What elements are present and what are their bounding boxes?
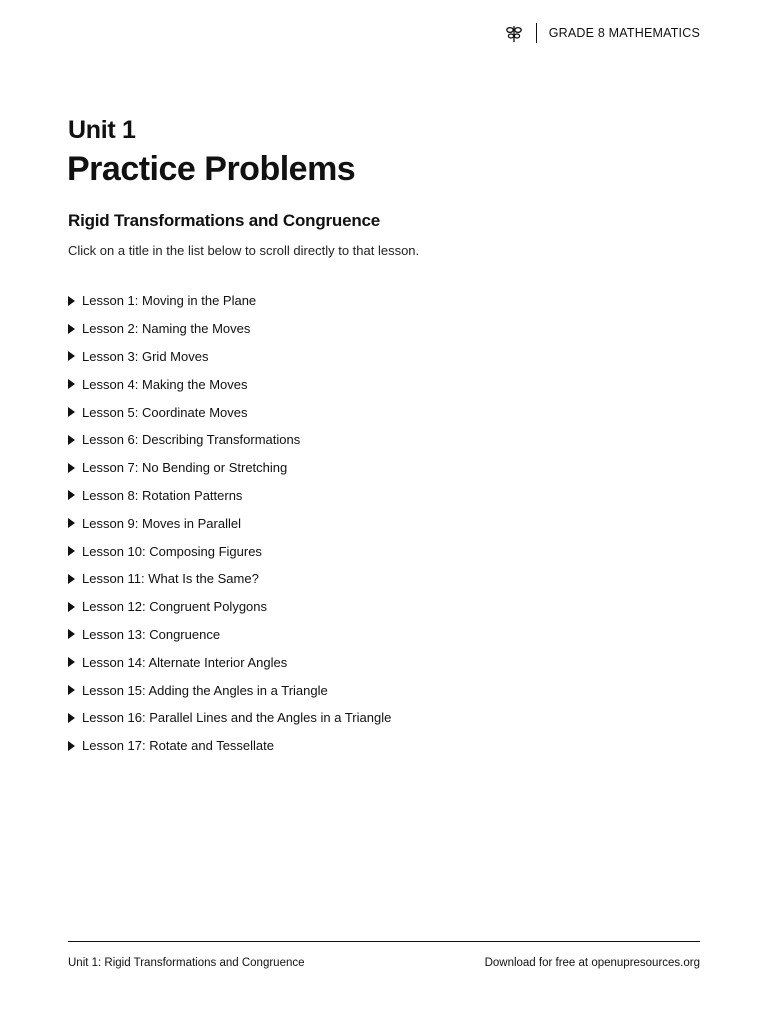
lesson-label: Lesson 8: Rotation Patterns [82,487,243,503]
lesson-link[interactable] [68,565,391,593]
lesson-link[interactable] [68,593,391,621]
lesson-link[interactable] [68,370,391,398]
triangle-right-icon [68,602,75,612]
page-title: Practice Problems [67,150,356,188]
triangle-right-icon [68,490,75,500]
open-up-resources-logo-icon [504,23,524,43]
lesson-link[interactable] [68,537,391,565]
triangle-right-icon [68,574,75,584]
lesson-link[interactable] [68,509,391,537]
triangle-right-icon [68,435,75,445]
triangle-right-icon [68,713,75,723]
triangle-right-icon [68,296,75,306]
triangle-right-icon [68,546,75,556]
lesson-link[interactable] [68,676,391,704]
instructions-text: Click on a title in the list below to scroll directly to that lesson. [68,243,420,258]
triangle-right-icon [68,685,75,695]
lesson-list [68,287,391,760]
triangle-right-icon [68,379,75,389]
lesson-label: Lesson 13: Congruence [82,626,221,642]
triangle-right-icon [68,629,75,639]
lesson-link[interactable] [68,454,391,482]
triangle-right-icon [68,741,75,751]
triangle-right-icon [68,407,75,417]
lesson-label: Lesson 1: Moving in the Plane [82,293,257,309]
lesson-label: Lesson 3: Grid Moves [82,348,209,364]
lesson-link[interactable] [68,287,391,315]
header-divider [536,23,537,43]
triangle-right-icon [68,463,75,473]
triangle-right-icon [68,518,75,528]
unit-name: Rigid Transformations and Congruence [68,211,381,230]
triangle-right-icon [68,324,75,334]
lesson-label: Lesson 12: Congruent Polygons [82,599,268,615]
lesson-link[interactable] [68,343,391,371]
lesson-label: Lesson 5: Coordinate Moves [82,404,248,420]
lesson-link[interactable] [68,648,391,676]
lesson-label: Lesson 16: Parallel Lines and the Angles in a Triangle [82,710,392,726]
lesson-label: Lesson 15: Adding the Angles in a Triangle [82,682,328,698]
lesson-label: Lesson 6: Describing Transformations [82,432,301,448]
lesson-label: Lesson 2: Naming the Moves [82,321,251,337]
lesson-link[interactable] [68,732,391,760]
header-title: GRADE 8 MATHEMATICS [548,26,700,40]
lesson-link[interactable] [68,704,391,732]
lesson-label: Lesson 11: What Is the Same? [82,571,259,587]
triangle-right-icon [68,351,75,361]
footer-download-text: Download for free at openupresources.org [484,957,700,969]
lesson-label: Lesson 4: Making the Moves [82,376,248,392]
page-header [504,22,700,44]
lesson-label: Lesson 17: Rotate and Tessellate [82,738,275,754]
lesson-link[interactable] [68,621,391,649]
lesson-link[interactable] [68,426,391,454]
lesson-label: Lesson 14: Alternate Interior Angles [82,654,288,670]
lesson-link[interactable] [68,315,391,343]
lesson-label: Lesson 7: No Bending or Stretching [82,460,288,476]
footer-unit-name: Unit 1: Rigid Transformations and Congruence [68,957,305,969]
lesson-link[interactable] [68,482,391,510]
lesson-link[interactable] [68,398,391,426]
footer-divider [68,941,700,942]
lesson-label: Lesson 9: Moves in Parallel [82,515,241,531]
lesson-label: Lesson 10: Composing Figures [82,543,262,559]
unit-label: Unit 1 [68,116,136,144]
triangle-right-icon [68,657,75,667]
